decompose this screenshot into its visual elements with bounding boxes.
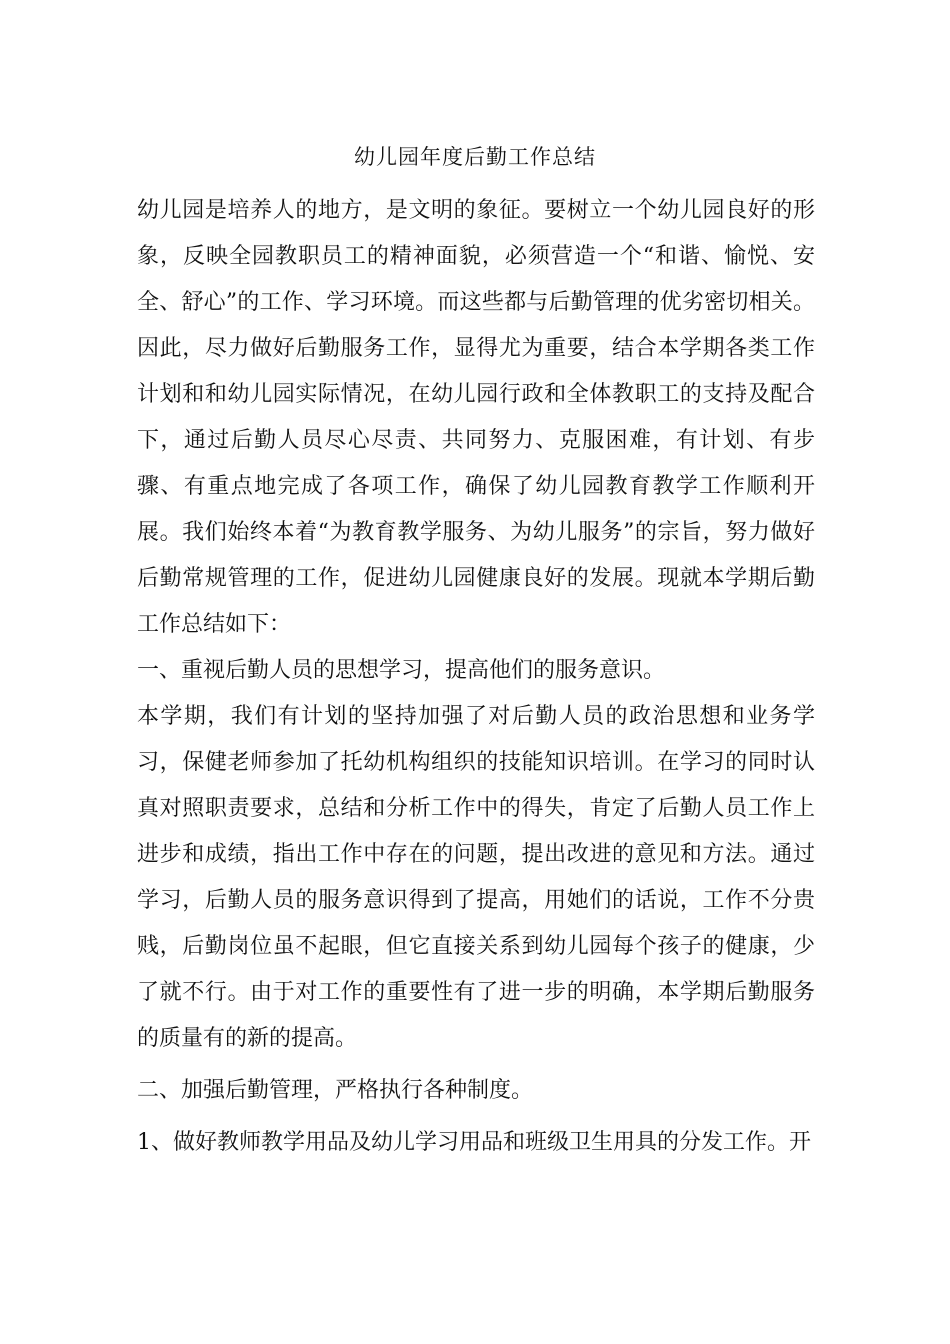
section-1-paragraph: 本学期，我们有计划的坚持加强了对后勤人员的政治思想和业务学习，保健老师参加了托幼机构组织的技能知识培训。在学习的同时认真对照职责要求，总结和分析工作中的得失，肯定了后勤人员工作上进步和成绩，指出工作中存在的问题，提出改进的意见和方法。通过学习，后勤人员的服务意识得到了提高，用她们的话说，工作不分贵贱，后勤岗位虽不起眼，但它直接关系到幼儿园每个孩子的健康，少了就不行。由于对工作的重要性有了进一步的明确，本学期后勤服务的质量有的新的提高。: [137, 704, 815, 1051]
section-heading-1: 一、重视后勤人员的思想学习，提高他们的服务意识。: [137, 658, 666, 683]
intro-paragraph: 幼儿园是培养人的地方，是文明的象征。要树立一个幼儿园良好的形象，反映全园教职员工的精神面貌，必须营造一个“和谐、愉悦、安全、舒心”的工作、学习环境。而这些都与后勤管理的优劣密切相关。因此，尽力做好后勤服务工作，显得尤为重要，结合本学期各类工作计划和和幼儿园实际情况，在幼儿园行政和全体教职工的支持及配合下，通过后勤人员尽心尽责、共同努力、克服困难，有计划、有步骤、有重点地完成了各项工作，确保了幼儿园教育教学工作顺利开展。我们始终本着“为教育教学服务、为幼儿服务”的宗旨，努力做好后勤常规管理的工作，促进幼儿园健康良好的发展。现就本学期后勤工作总结如下：: [137, 198, 815, 637]
document-title: 幼儿园年度后勤工作总结: [354, 145, 596, 169]
section-heading-2: 二、加强后勤管理，严格执行各种制度。: [137, 1078, 534, 1103]
section-2-item-1: 1、做好教师教学用品及幼儿学习用品和班级卫生用具的分发工作。开: [137, 1130, 811, 1155]
document-body: [137, 188, 815, 1166]
